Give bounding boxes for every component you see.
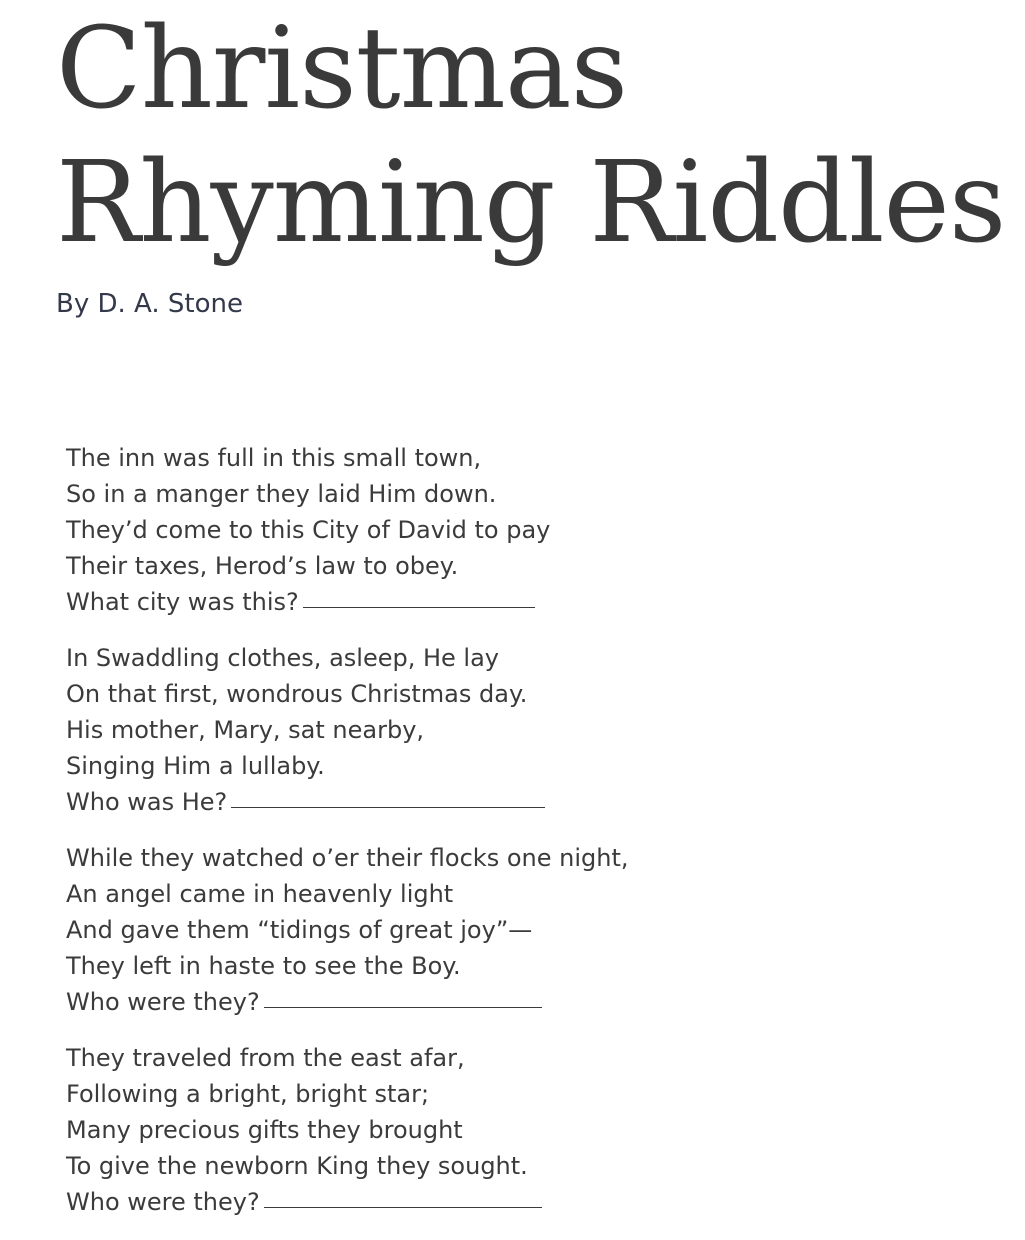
riddle-line: Many precious gifts they brought — [66, 1116, 463, 1144]
riddle-line: His mother, Mary, sat nearby, — [66, 716, 425, 744]
riddle-question: Who were they? — [66, 988, 260, 1016]
riddle-line: On that first, wondrous Christmas day. — [66, 680, 528, 708]
riddle-line: An angel came in heavenly light — [66, 880, 454, 908]
riddle-line: In Swaddling clothes, asleep, He lay — [66, 644, 499, 672]
riddle-stanza — [66, 640, 966, 820]
riddle-question-line — [66, 784, 966, 820]
answer-blank — [231, 806, 545, 808]
riddle-question: What city was this? — [66, 588, 299, 616]
title-line-2: Rhyming Riddles — [56, 138, 1006, 268]
riddle-question-line — [66, 1184, 966, 1220]
riddle-list — [66, 440, 966, 1240]
answer-blank — [303, 606, 535, 608]
riddle-stanza — [66, 440, 966, 620]
riddle-stanza — [66, 1040, 966, 1220]
riddle-line: Their taxes, Herod’s law to obey. — [66, 552, 459, 580]
document-title — [56, 2, 1005, 270]
riddle-line: While they watched o’er their flocks one night, — [66, 844, 629, 872]
riddle-line: And gave them “tidings of great joy”— — [66, 916, 533, 944]
title-line-1: Christmas — [56, 4, 628, 134]
riddle-question-line — [66, 984, 966, 1020]
riddle-line: They left in haste to see the Boy. — [66, 952, 461, 980]
answer-blank — [264, 1206, 542, 1208]
riddle-stanza — [66, 840, 966, 1020]
riddle-line: So in a manger they laid Him down. — [66, 480, 497, 508]
riddle-line: They traveled from the east afar, — [66, 1044, 465, 1072]
riddle-question: Who was He? — [66, 788, 228, 816]
riddle-question: Who were they? — [66, 1188, 260, 1216]
riddle-question-line — [66, 584, 966, 620]
riddle-line: They’d come to this City of David to pay — [66, 516, 551, 544]
riddle-line: Following a bright, bright star; — [66, 1080, 430, 1108]
author-byline: By D. A. Stone — [56, 289, 243, 319]
answer-blank — [264, 1006, 542, 1008]
riddle-line: Singing Him a lullaby. — [66, 752, 325, 780]
riddle-line: The inn was full in this small town, — [66, 444, 482, 472]
riddle-line: To give the newborn King they sought. — [66, 1152, 528, 1180]
